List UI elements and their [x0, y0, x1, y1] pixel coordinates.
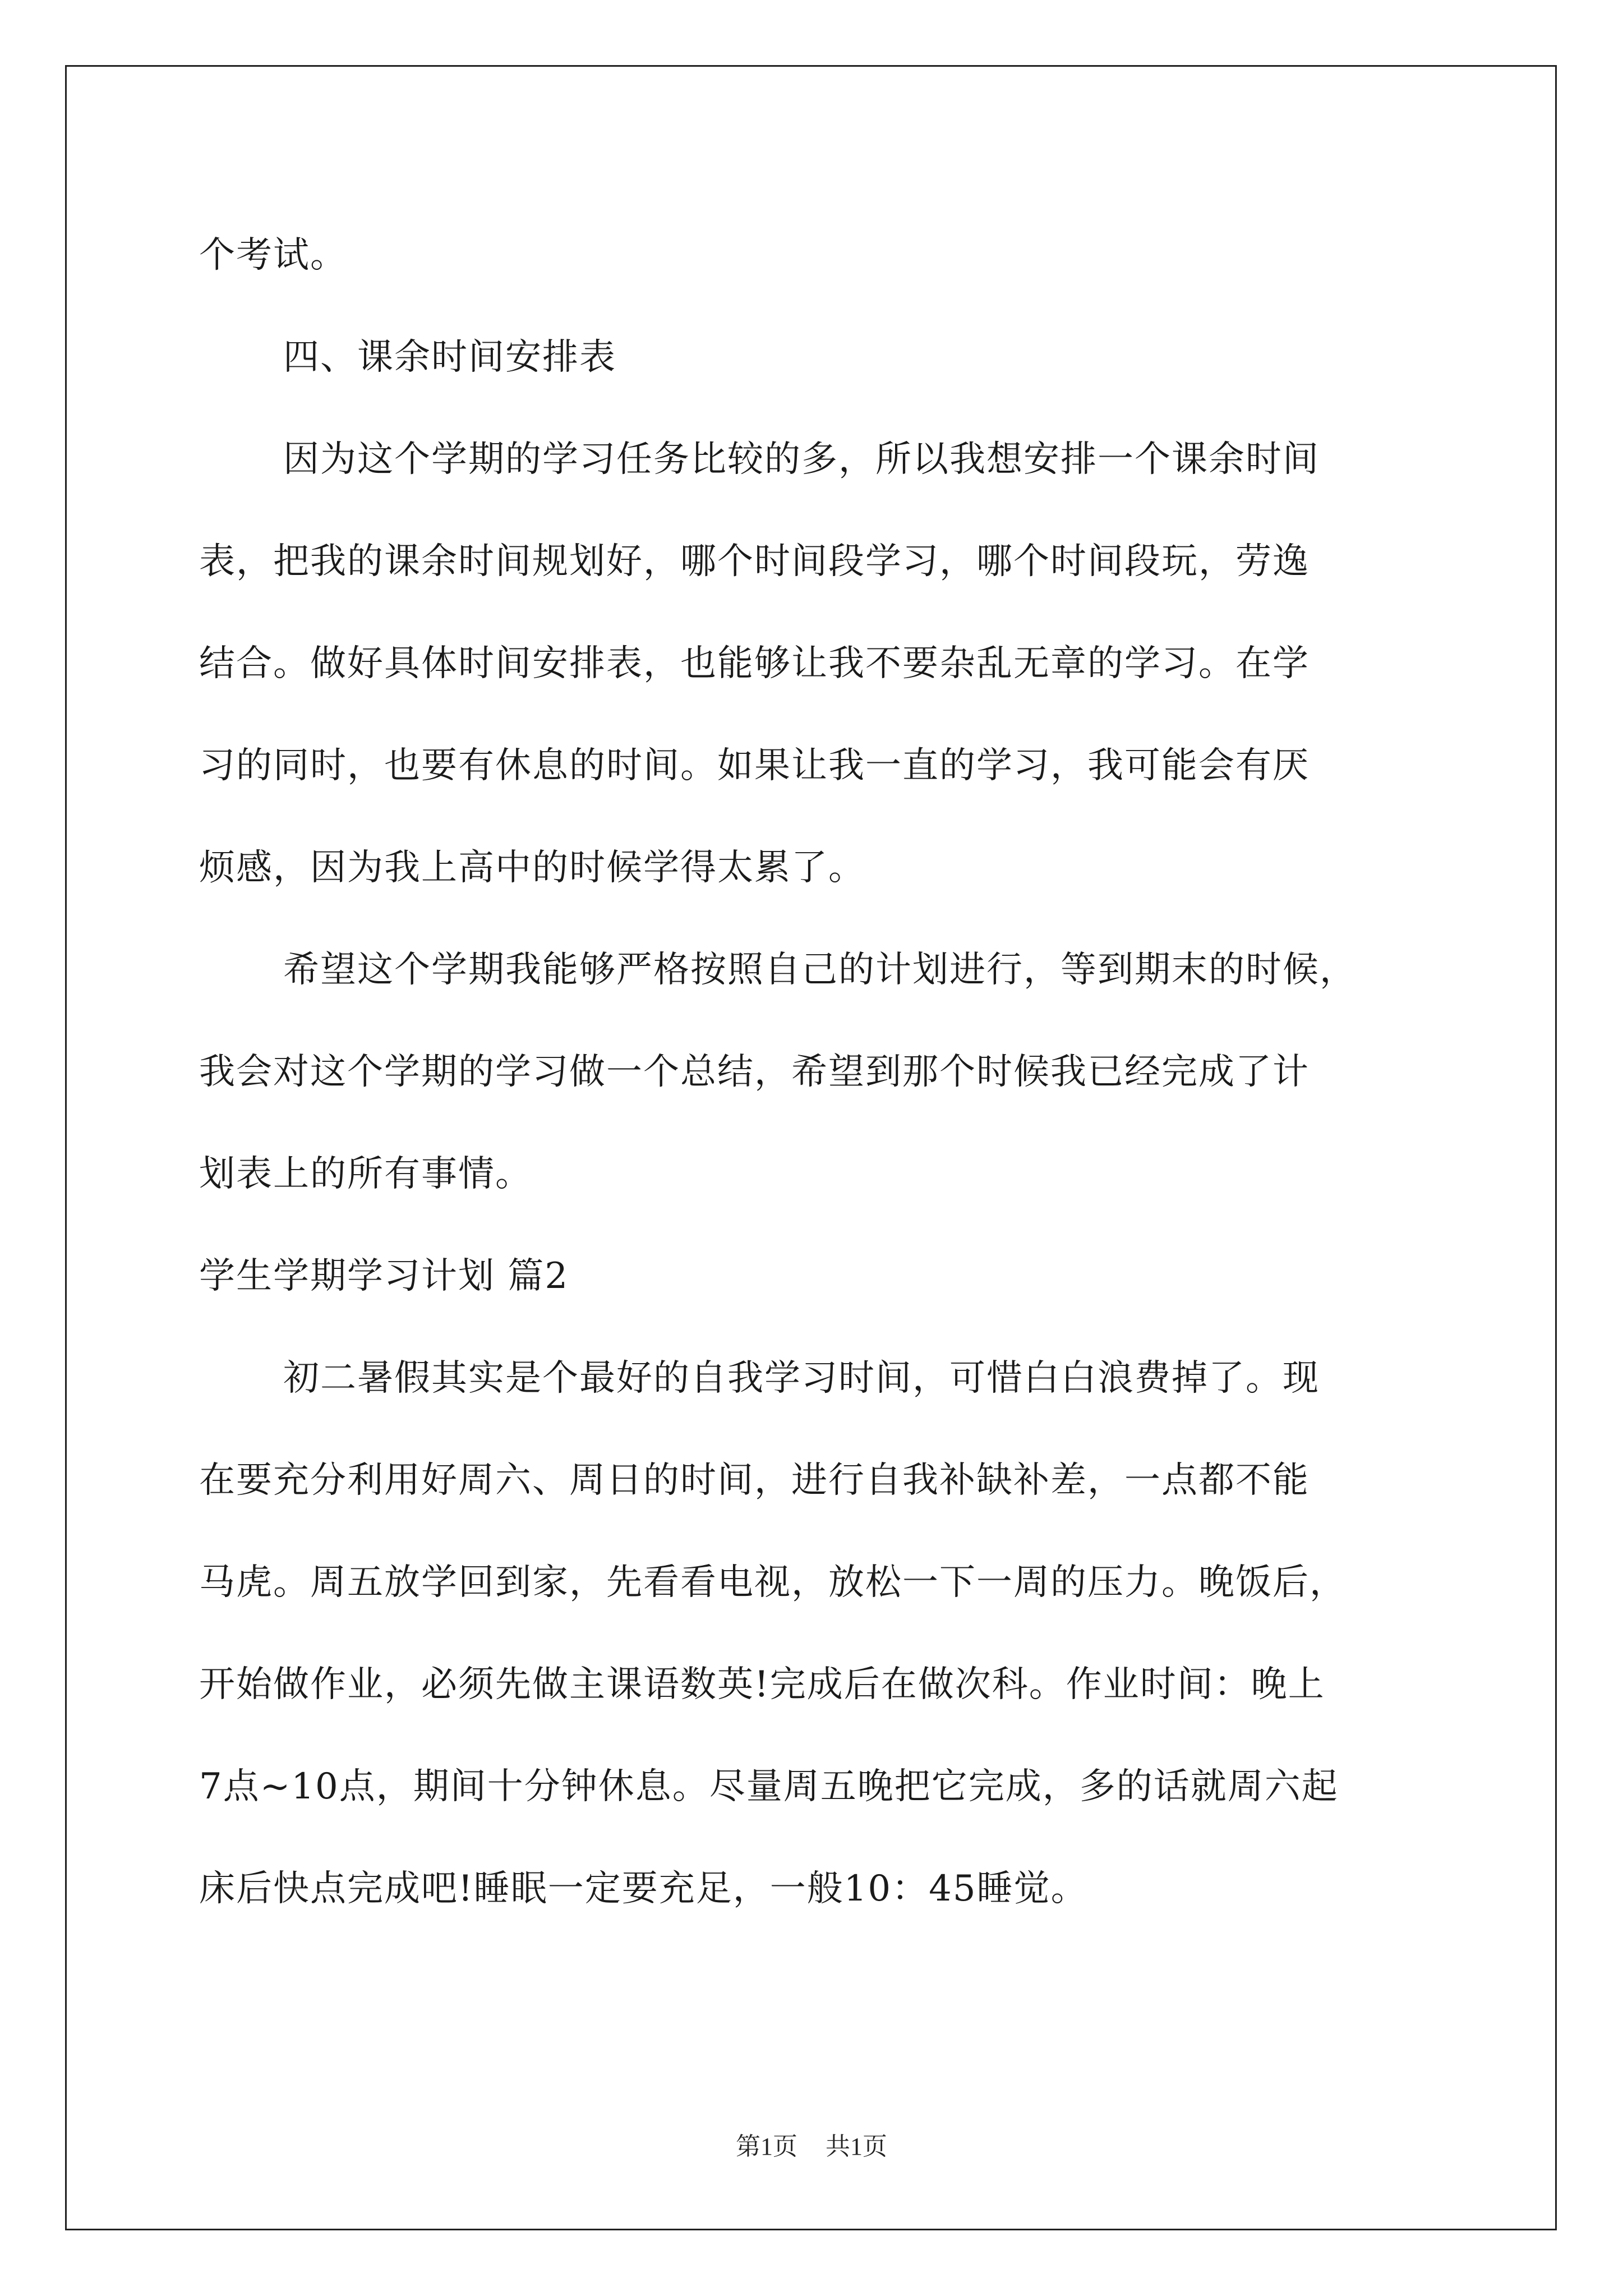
- text-line-1: 个考试。: [199, 234, 347, 276]
- text-line-13: 在要充分利用好周六、周日的时间，进行自我补缺补差，一点都不能: [199, 1460, 1310, 1501]
- article-title: 学生学期学习计划 篇2: [199, 1255, 569, 1297]
- text-line-15: 开始做作业，必须先做主课语数英!完成后在做次科。作业时间：晚上: [199, 1664, 1325, 1705]
- text-line-9: 我会对这个学期的学习做一个总结，希望到那个时候我已经完成了计: [199, 1051, 1310, 1093]
- text-line-6: 习的同时，也要有休息的时间。如果让我一直的学习，我可能会有厌: [199, 745, 1310, 786]
- text-line-7: 烦感，因为我上高中的时候学得太累了。: [199, 847, 865, 889]
- text-line-4: 表，把我的课余时间规划好，哪个时间段学习，哪个时间段玩，劳逸: [199, 541, 1310, 582]
- text-line-12: 初二暑假其实是个最好的自我学习时间，可惜白白浪费掉了。现: [283, 1358, 1320, 1399]
- text-line-10: 划表上的所有事情。: [199, 1153, 532, 1195]
- page-total: 共1页: [826, 2133, 887, 2160]
- text-line-17: 床后快点完成吧!睡眠一定要充足，一般10：45睡觉。: [199, 1868, 1088, 1910]
- text-line-16: 7点~10点，期间十分钟休息。尽量周五晚把它完成，多的话就周六起: [199, 1766, 1339, 1807]
- section-heading: 四、课余时间安排表: [283, 337, 616, 378]
- page-number: 第1页: [736, 2133, 797, 2160]
- text-line-3: 因为这个学期的学习任务比较的多，所以我想安排一个课余时间: [283, 439, 1320, 480]
- page-footer: [0, 2126, 1623, 2162]
- text-line-8: 希望这个学期我能够严格按照自己的计划进行，等到期末的时候，: [283, 949, 1357, 991]
- text-line-14: 马虎。周五放学回到家，先看看电视，放松一下一周的压力。晚饭后，: [199, 1562, 1347, 1603]
- document-body: [199, 210, 1433, 1946]
- text-line-5: 结合。做好具体时间安排表，也能够让我不要杂乱无章的学习。在学: [199, 643, 1310, 684]
